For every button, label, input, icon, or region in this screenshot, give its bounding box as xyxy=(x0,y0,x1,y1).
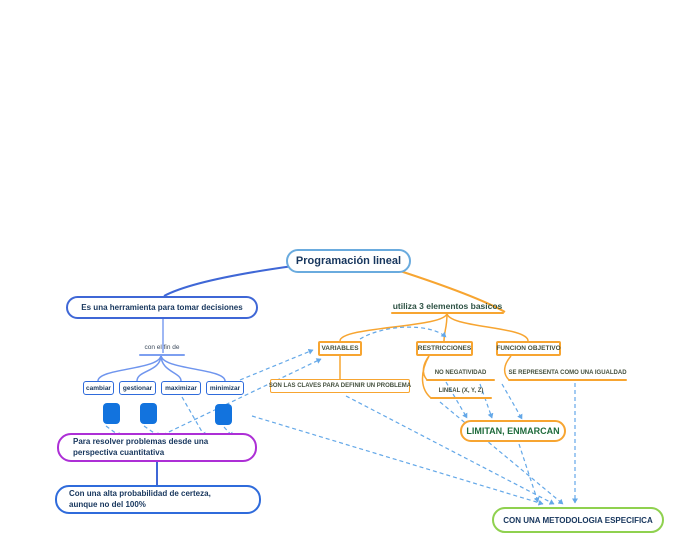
edge-elements-to-restricciones xyxy=(444,313,447,341)
link-minimizar-to-variables xyxy=(240,350,313,380)
node-gestionar-label: gestionar xyxy=(122,384,153,392)
node-cambiar-label: cambiar xyxy=(86,384,111,392)
node-programacion-lineal[interactable] xyxy=(286,249,411,273)
edge-purpose-to-gestionar xyxy=(137,355,161,381)
edge-restricciones-to-noneg xyxy=(423,356,429,380)
node-lineal-xyz-label: LINEAL (X, Y, Z) xyxy=(438,388,484,394)
node-restricciones-label: RESTRICCIONES xyxy=(417,345,472,352)
node-funcion-objetivo-label: FUNCION OBJETIVO xyxy=(496,345,561,352)
image-thumbnail[interactable] xyxy=(103,403,120,424)
node-gestionar[interactable] xyxy=(119,381,156,395)
node-resolver-problemas[interactable] xyxy=(57,433,257,462)
image-thumbnail[interactable] xyxy=(140,403,157,424)
edge-purpose-to-maximizar xyxy=(161,355,181,381)
node-con-el-fin-de-label: con el fin de xyxy=(144,344,180,351)
link-solve-to-variables xyxy=(150,359,321,441)
node-maximizar[interactable] xyxy=(161,381,201,395)
edge-funcion-to-igualdad xyxy=(505,356,511,380)
purpose-underline xyxy=(139,354,185,356)
node-restricciones[interactable] xyxy=(416,341,473,356)
link-note-to-methodology xyxy=(346,396,554,504)
elements-underline xyxy=(391,312,504,314)
link-restricciones-to-limit xyxy=(502,384,522,419)
node-probabilidad-certeza-line1: Con una alta probabilidad de certeza, xyxy=(69,489,211,499)
edge-elements-to-variables xyxy=(340,313,447,341)
link-limit-to-methodology xyxy=(519,444,538,502)
node-limitan-enmarcan-label: LIMITAN, ENMARCAN xyxy=(466,426,560,436)
node-probabilidad-certeza-line2: aunque no del 100% xyxy=(69,499,146,509)
node-representa-igualdad[interactable] xyxy=(508,370,627,376)
link-maximizar-to-solve xyxy=(182,397,205,437)
link-lineal-to-methodology xyxy=(440,402,563,504)
node-herramienta-label: Es una herramienta para tomar decisiones xyxy=(81,303,243,312)
node-con-el-fin-de[interactable] xyxy=(138,344,186,351)
node-lineal-xyz[interactable] xyxy=(430,388,492,394)
node-probabilidad-certeza[interactable] xyxy=(55,485,261,514)
image-thumbnail[interactable] xyxy=(215,404,232,425)
node-programacion-lineal-label: Programación lineal xyxy=(295,255,402,267)
node-variables[interactable] xyxy=(318,341,362,356)
node-herramienta[interactable] xyxy=(66,296,258,319)
node-utiliza-elementos[interactable] xyxy=(391,301,504,311)
node-metodologia-especifica[interactable] xyxy=(492,507,664,533)
node-minimizar-label: minimizar xyxy=(209,384,241,392)
node-claves-definir-problema[interactable] xyxy=(270,379,410,393)
node-variables-label: VARIABLES xyxy=(321,345,359,352)
edge-central-to-tool xyxy=(164,266,293,296)
node-no-negatividad-label: NO NEGATIVIDAD xyxy=(434,370,487,376)
node-utiliza-elementos-label: utiliza 3 elementos basicos xyxy=(392,301,503,311)
node-funcion-objetivo[interactable] xyxy=(496,341,561,356)
lineal-underline xyxy=(430,397,492,399)
edge-purpose-to-minimizar xyxy=(161,355,225,381)
node-limitan-enmarcan[interactable] xyxy=(460,420,566,442)
no-negatividad-underline xyxy=(426,379,495,381)
node-resolver-problemas-line2: perspectiva cuantitativa xyxy=(73,447,165,457)
node-minimizar[interactable] xyxy=(206,381,244,395)
igualdad-underline xyxy=(508,379,627,381)
node-representa-igualdad-label: SE REPRESENTA COMO UNA IGUALDAD xyxy=(508,370,627,376)
edge-purpose-to-cambiar xyxy=(98,355,161,381)
node-cambiar[interactable] xyxy=(83,381,114,395)
node-resolver-problemas-line1: Para resolver problemas desde una xyxy=(73,437,209,447)
node-maximizar-label: maximizar xyxy=(165,384,197,392)
link-variables-to-restricciones xyxy=(360,327,446,339)
edge-elements-to-funcion xyxy=(447,313,528,341)
node-metodologia-especifica-label: CON UNA METODOLOGIA ESPECIFICA xyxy=(503,515,653,525)
node-no-negatividad[interactable] xyxy=(426,370,495,376)
node-claves-definir-problema-label: SON LAS CLAVES PARA DEFINIR UN PROBLEMA xyxy=(268,383,412,389)
